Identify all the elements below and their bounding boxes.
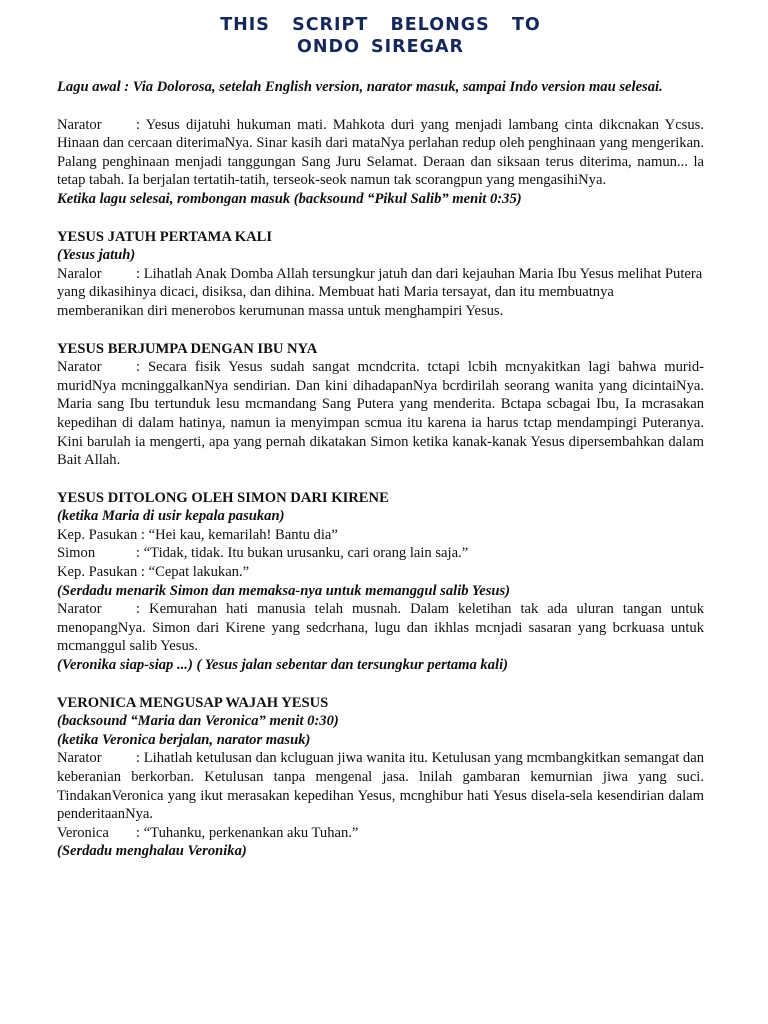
speaker-label: Narator bbox=[57, 750, 102, 767]
speaker-label: Narator bbox=[57, 601, 102, 618]
header-title-line1: THIS SCRIPT BELONGS TO bbox=[220, 15, 541, 35]
stage-direction: (Serdadu menghalau Veronika) bbox=[57, 843, 247, 860]
dialogue-text: : Lihatlah Anak Domba Allah tersungkur jatuh dan dari kejauhan Maria Ibu Yesus melihat Putera yang dikasihinya dicaci, disiksa, dan dihina. Membuat hati Maria tersayat, dan itu membuatnya memberanikan diri menerobos kerumunan massa untuk menghampiri Yesus. bbox=[57, 265, 703, 319]
header-title-line2: ONDO SIREGAR bbox=[297, 37, 464, 57]
dialogue-text: : Kemurahan hati manusia telah musnah. Dalam keletihan tak ada uluran tangan untuk menopangNya. Simon dari Kirene yang sedcrhana, lugu dan ikhlas mcnjadi sasaran yang bcrkuasa untuk mcmanggul salib Yesus. bbox=[57, 601, 704, 655]
stage-direction: (ketika Maria di usir kepala pasukan) bbox=[57, 508, 285, 525]
stage-direction: Ketika lagu selesai, rombongan masuk (backsound “Pikul Salib” menit 0:35) bbox=[57, 190, 522, 207]
document-header bbox=[57, 14, 704, 58]
dialogue-text: : Yesus dijatuhi hukuman mati. Mahkota duri yang menjadi lambang cinta dikcnakan Ycsus. Hinaan dan cercaan diterimaNya. Sinar kasih dari mataNya perlahan redup oleh penghinaan yang mengerikan. Palang penghinaan menjadi tanggungan Sang Juru Selamat. Deraan dan siksaan terus diterima, namun... la tetap tabah. Ia berjalan tertatih-tatih, terseok-seok namun tak scorangpun yang mengasihiNya. bbox=[57, 116, 704, 189]
stage-direction: (Yesus jatuh) bbox=[57, 247, 136, 264]
intro-narator-line bbox=[57, 116, 704, 190]
intro-song-note: Lagu awal : Via Dolorosa, setelah English version, narator masuk, sampai Indo version mau selesai. bbox=[57, 79, 663, 95]
narator-line bbox=[57, 358, 704, 470]
dialogue-text: : Secara fisik Yesus sudah sangat mcndcrita. tctapi lcbih mcnyakitkan lagi bahwa murid-muridNya mcninggalkanNya sendirian. Dan kini dihadapanNya bcrdirilah seorang wanita yang dicintaiNya. Maria sang Ibu tertunduk lesu mcmandang Sang Putera yang menderita. Bctapa scbagai Ibu, Ia mcrasakan kepedihan di dalam hatinya, namun ia menyimpan scmua itu karena ia harus tctap mendampingi Puteranya. Kini barulah ia mengerti, apa yang pernah dikatakan Simon ketika kanak-kanak Yesus dipersembahkan dalam Bait Allah. bbox=[57, 359, 704, 469]
dialogue-text: : Lihatlah ketulusan dan kcluguan jiwa wanita itu. Ketulusan yang mcmbangkitkan semangat dan keberanian berkorban. Ketulusan tanpa mengenal jasa. lnilah gambaran kemurnian jiwa yang suci. TindakanVeronica yang ikut merasakan kepedihan Yesus, mcnghibur hati Yesus disela-sela kesendirian dalam penderitaanNya. bbox=[57, 750, 704, 823]
stage-direction: (backsound “Maria dan Veronica” menit 0:30) bbox=[57, 713, 339, 730]
stage-direction: (Serdadu menarik Simon dan memaksa-nya untuk memanggul salib Yesus) bbox=[57, 582, 511, 599]
scene-heading: VERONICA MENGUSAP WAJAH YESUS bbox=[57, 694, 329, 711]
speaker-label: Naralor bbox=[57, 265, 102, 282]
scene-heading: YESUS BERJUMPA DENGAN IBU NYA bbox=[57, 340, 318, 357]
dialogue-line bbox=[57, 544, 704, 563]
speaker-label: Narator bbox=[57, 359, 102, 376]
speaker-label: Simon bbox=[57, 545, 96, 562]
narator-line bbox=[57, 600, 704, 656]
dialogue-line: Kep. Pasukan : “Cepat lakukan.” bbox=[57, 564, 250, 581]
scene-heading: YESUS DITOLONG OLEH SIMON DARI KIRENE bbox=[57, 489, 389, 506]
dialogue-text: : “Tidak, tidak. Itu bukan urusanku, cari orang lain saja.” bbox=[136, 545, 469, 562]
stage-direction: (Veronika siap-siap ...) ( Yesus jalan sebentar dan tersungkur pertama kali) bbox=[57, 657, 508, 674]
dialogue-line: Kep. Pasukan : “Hei kau, kemarilah! Bantu dia” bbox=[57, 526, 338, 543]
dialogue-text: : “Tuhanku, perkenankan aku Tuhan.” bbox=[136, 824, 359, 841]
dialogue-line bbox=[57, 824, 704, 843]
stage-direction: (ketika Veronica berjalan, narator masuk) bbox=[57, 731, 311, 748]
narator-line bbox=[57, 749, 704, 823]
speaker-label: Narator bbox=[57, 116, 102, 133]
scene-heading: YESUS JATUH PERTAMA KALI bbox=[57, 228, 273, 245]
speaker-label: Veronica bbox=[57, 824, 109, 841]
narator-line bbox=[57, 265, 704, 321]
